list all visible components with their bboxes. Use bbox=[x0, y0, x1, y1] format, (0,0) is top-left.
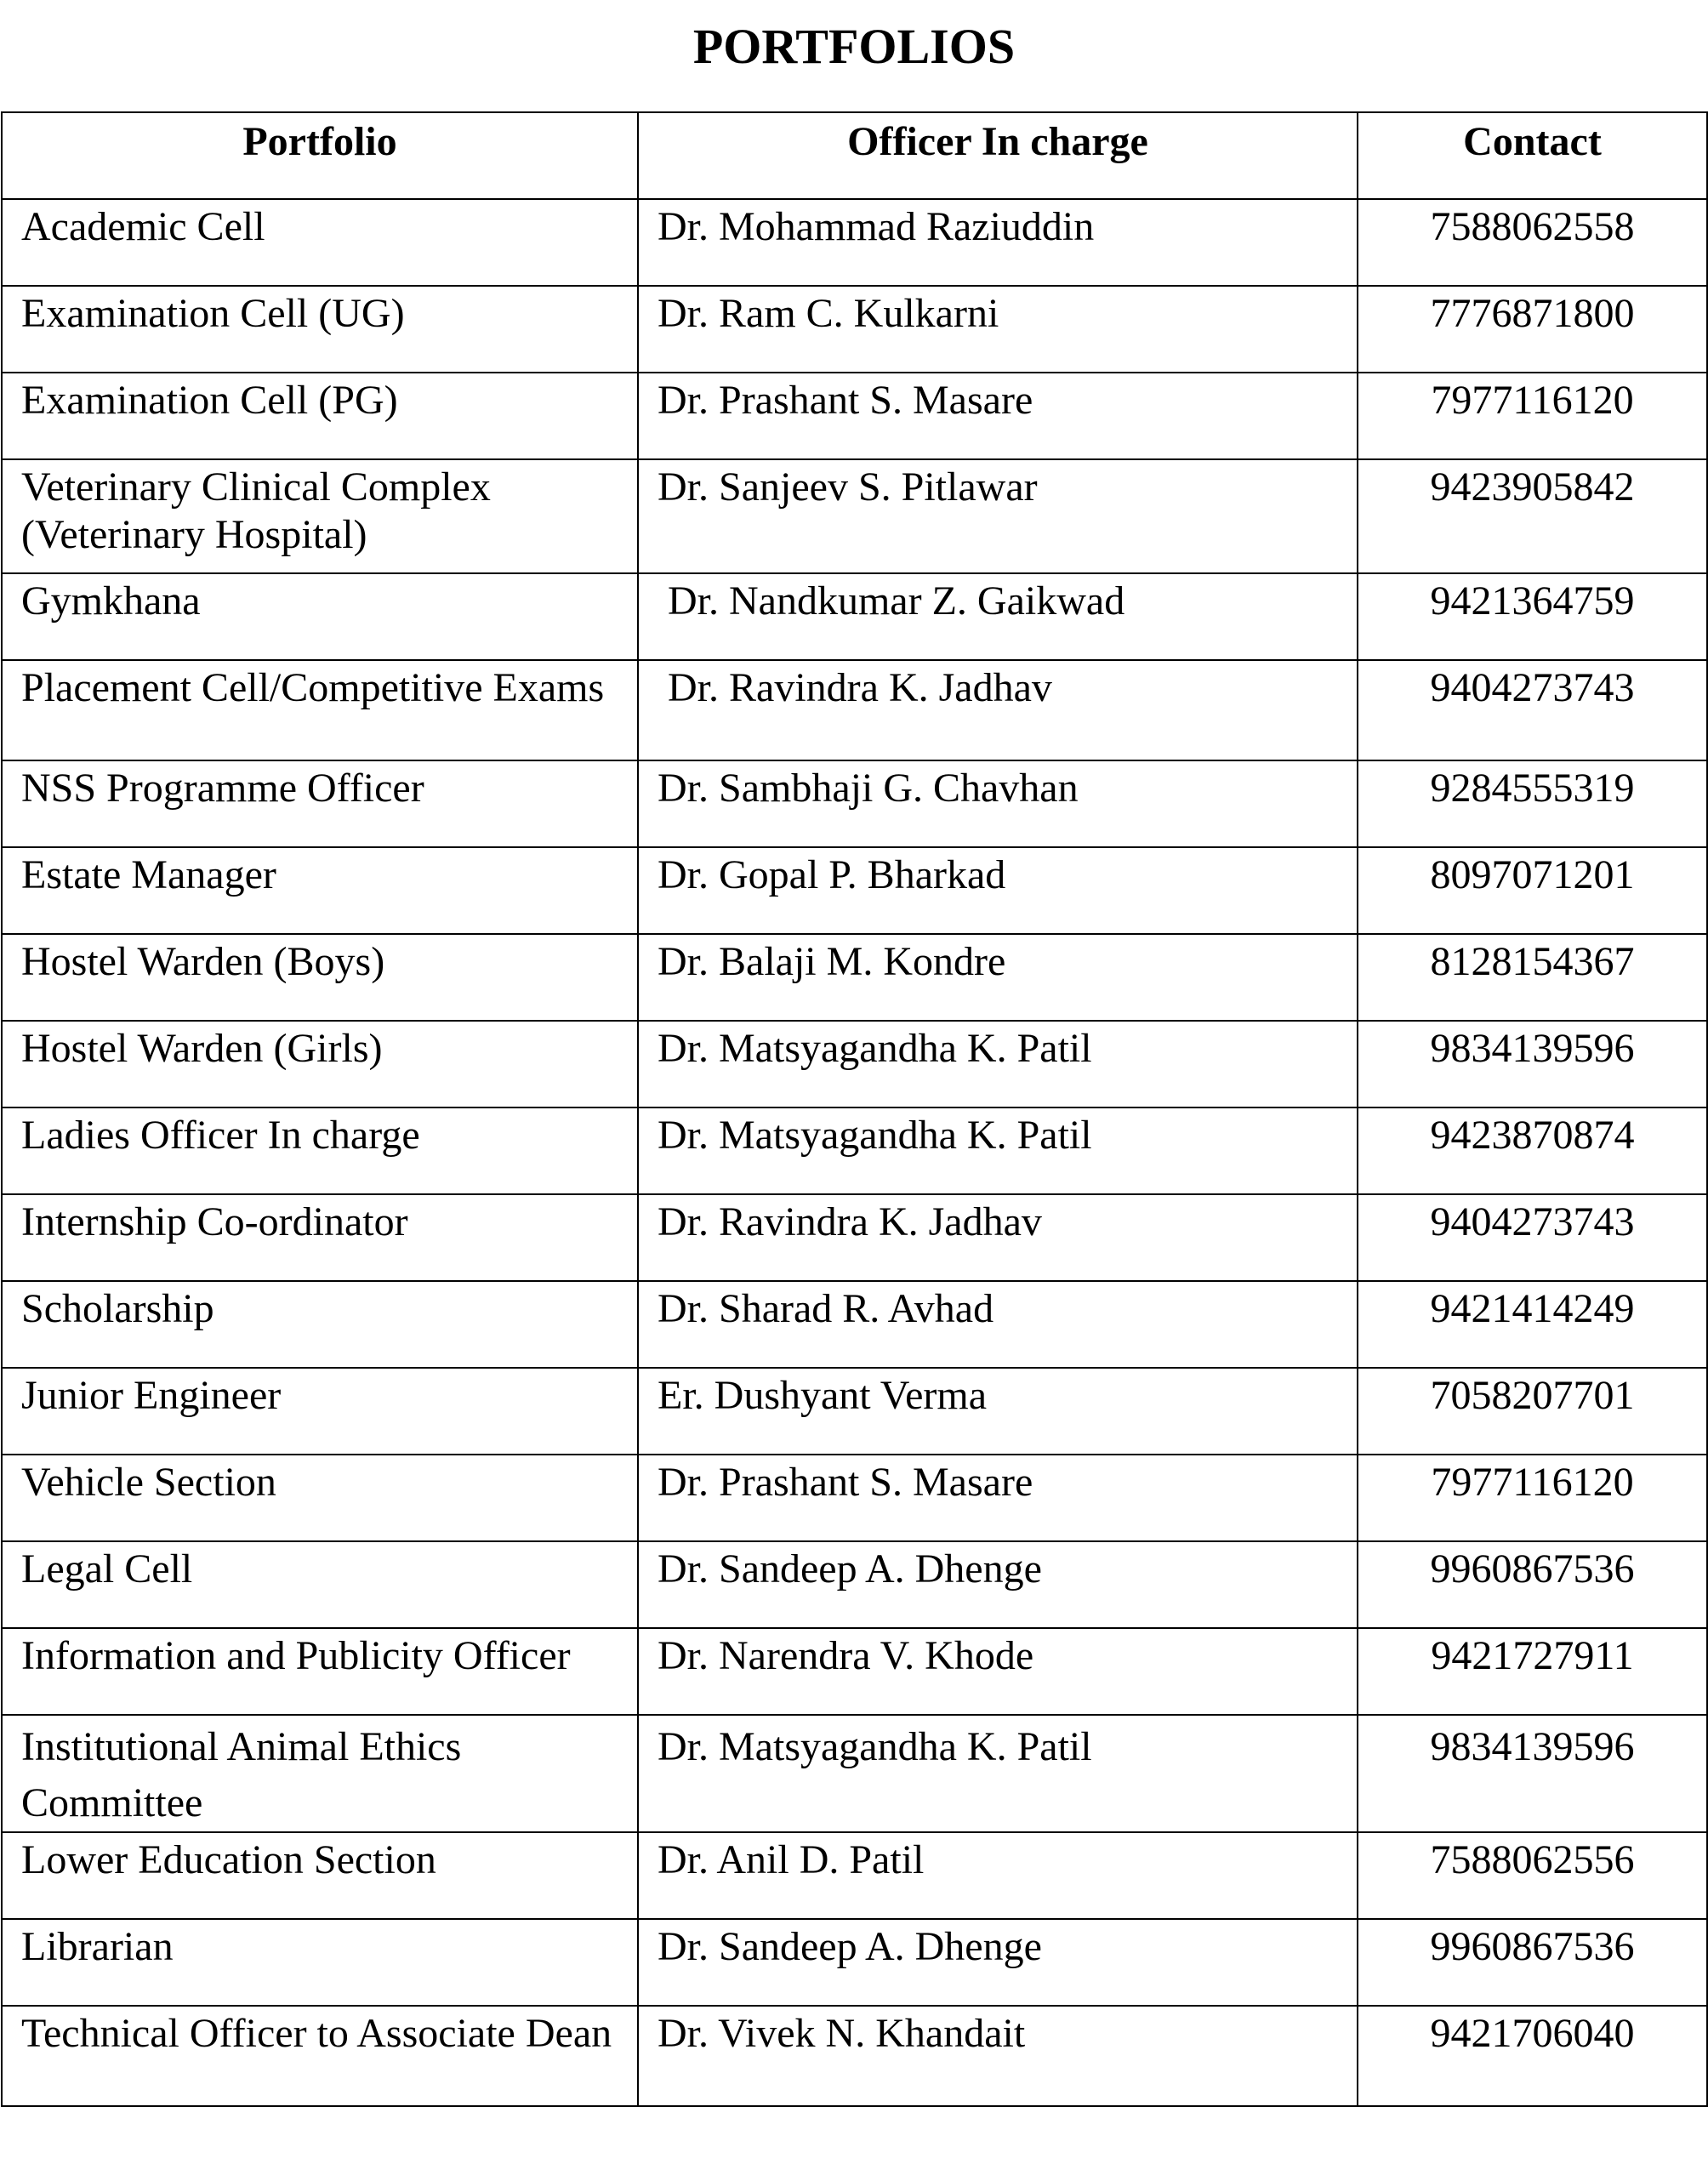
table-row bbox=[2, 373, 1707, 459]
header-contact: Contact bbox=[1358, 112, 1707, 199]
table-row bbox=[2, 760, 1707, 847]
page-title: PORTFOLIOS bbox=[692, 19, 1016, 74]
table-header-row bbox=[2, 112, 1707, 199]
table-row bbox=[2, 1107, 1707, 1194]
table-row bbox=[2, 1194, 1707, 1281]
contact-cell: 9960867536 bbox=[1358, 1919, 1707, 2006]
portfolio-cell: Examination Cell (UG) bbox=[2, 286, 638, 373]
contact-cell: 9423905842 bbox=[1358, 459, 1707, 573]
contact-cell: 9404273743 bbox=[1358, 660, 1707, 760]
table-row bbox=[2, 1368, 1707, 1455]
officer-cell: Dr. Anil D. Patil bbox=[638, 1832, 1358, 1919]
table-row bbox=[2, 1919, 1707, 2006]
officer-cell: Dr. Balaji M. Kondre bbox=[638, 934, 1358, 1021]
portfolio-cell: NSS Programme Officer bbox=[2, 760, 638, 847]
officer-cell: Er. Dushyant Verma bbox=[638, 1368, 1358, 1455]
portfolio-cell: Gymkhana bbox=[2, 573, 638, 660]
officer-cell: Dr. Prashant S. Masare bbox=[638, 373, 1358, 459]
contact-cell: 9423870874 bbox=[1358, 1107, 1707, 1194]
officer-cell: Dr. Gopal P. Bharkad bbox=[638, 847, 1358, 934]
officer-cell: Dr. Vivek N. Khandait bbox=[638, 2006, 1358, 2106]
officer-cell: Dr. Sambhaji G. Chavhan bbox=[638, 760, 1358, 847]
portfolio-table bbox=[1, 111, 1708, 2107]
portfolio-cell: Academic Cell bbox=[2, 199, 638, 286]
portfolio-cell: Internship Co-ordinator bbox=[2, 1194, 638, 1281]
portfolio-cell: Estate Manager bbox=[2, 847, 638, 934]
portfolio-cell: Technical Officer to Associate Dean bbox=[2, 2006, 638, 2106]
officer-cell: Dr. Sharad R. Avhad bbox=[638, 1281, 1358, 1368]
table-row bbox=[2, 2006, 1707, 2106]
officer-cell: Dr. Prashant S. Masare bbox=[638, 1455, 1358, 1541]
portfolio-cell: Vehicle Section bbox=[2, 1455, 638, 1541]
contact-cell: 9404273743 bbox=[1358, 1194, 1707, 1281]
portfolio-cell: Junior Engineer bbox=[2, 1368, 638, 1455]
contact-cell: 7977116120 bbox=[1358, 373, 1707, 459]
officer-cell: Dr. Mohammad Raziuddin bbox=[638, 199, 1358, 286]
header-portfolio: Portfolio bbox=[2, 112, 638, 199]
portfolio-cell: Scholarship bbox=[2, 1281, 638, 1368]
table-row bbox=[2, 1832, 1707, 1919]
contact-cell: 9834139596 bbox=[1358, 1021, 1707, 1107]
officer-cell: Dr. Sandeep A. Dhenge bbox=[638, 1541, 1358, 1628]
portfolio-cell: Legal Cell bbox=[2, 1541, 638, 1628]
table-row bbox=[2, 286, 1707, 373]
contact-cell: 7058207701 bbox=[1358, 1368, 1707, 1455]
officer-cell: Dr. Ram C. Kulkarni bbox=[638, 286, 1358, 373]
portfolio-cell: Institutional Animal Ethics Committee bbox=[2, 1715, 638, 1832]
portfolio-cell: Lower Education Section bbox=[2, 1832, 638, 1919]
contact-cell: 8128154367 bbox=[1358, 934, 1707, 1021]
portfolio-cell: Hostel Warden (Girls) bbox=[2, 1021, 638, 1107]
portfolio-cell: Placement Cell/Competitive Exams bbox=[2, 660, 638, 760]
officer-cell: Dr. Ravindra K. Jadhav bbox=[638, 660, 1358, 760]
officer-cell: Dr. Ravindra K. Jadhav bbox=[638, 1194, 1358, 1281]
table-row bbox=[2, 199, 1707, 286]
table-row bbox=[2, 1628, 1707, 1715]
contact-cell: 9834139596 bbox=[1358, 1715, 1707, 1832]
portfolio-cell: Librarian bbox=[2, 1919, 638, 2006]
table-row bbox=[2, 459, 1707, 573]
officer-cell: Dr. Sandeep A. Dhenge bbox=[638, 1919, 1358, 2006]
table-row bbox=[2, 660, 1707, 760]
contact-cell: 7588062558 bbox=[1358, 199, 1707, 286]
contact-cell: 7776871800 bbox=[1358, 286, 1707, 373]
portfolio-cell: Information and Publicity Officer bbox=[2, 1628, 638, 1715]
table-row bbox=[2, 573, 1707, 660]
officer-cell: Dr. Sanjeev S. Pitlawar bbox=[638, 459, 1358, 573]
table-row bbox=[2, 1715, 1707, 1832]
table-row bbox=[2, 1021, 1707, 1107]
table-row bbox=[2, 1541, 1707, 1628]
portfolio-cell: Hostel Warden (Boys) bbox=[2, 934, 638, 1021]
officer-cell: Dr. Nandkumar Z. Gaikwad bbox=[638, 573, 1358, 660]
table-row bbox=[2, 1455, 1707, 1541]
contact-cell: 9421414249 bbox=[1358, 1281, 1707, 1368]
contact-cell: 9960867536 bbox=[1358, 1541, 1707, 1628]
officer-cell: Dr. Matsyagandha K. Patil bbox=[638, 1021, 1358, 1107]
officer-cell: Dr. Narendra V. Khode bbox=[638, 1628, 1358, 1715]
table-row bbox=[2, 1281, 1707, 1368]
contact-cell: 8097071201 bbox=[1358, 847, 1707, 934]
officer-cell: Dr. Matsyagandha K. Patil bbox=[638, 1715, 1358, 1832]
officer-cell: Dr. Matsyagandha K. Patil bbox=[638, 1107, 1358, 1194]
header-officer: Officer In charge bbox=[638, 112, 1358, 199]
contact-cell: 9421364759 bbox=[1358, 573, 1707, 660]
contact-cell: 7588062556 bbox=[1358, 1832, 1707, 1919]
contact-cell: 9421727911 bbox=[1358, 1628, 1707, 1715]
portfolio-cell: Examination Cell (PG) bbox=[2, 373, 638, 459]
contact-cell: 7977116120 bbox=[1358, 1455, 1707, 1541]
contact-cell: 9284555319 bbox=[1358, 760, 1707, 847]
portfolio-cell: Veterinary Clinical Complex (Veterinary Hospital) bbox=[2, 459, 638, 573]
contact-cell: 9421706040 bbox=[1358, 2006, 1707, 2106]
portfolio-cell: Ladies Officer In charge bbox=[2, 1107, 638, 1194]
table-row bbox=[2, 847, 1707, 934]
table-row bbox=[2, 934, 1707, 1021]
